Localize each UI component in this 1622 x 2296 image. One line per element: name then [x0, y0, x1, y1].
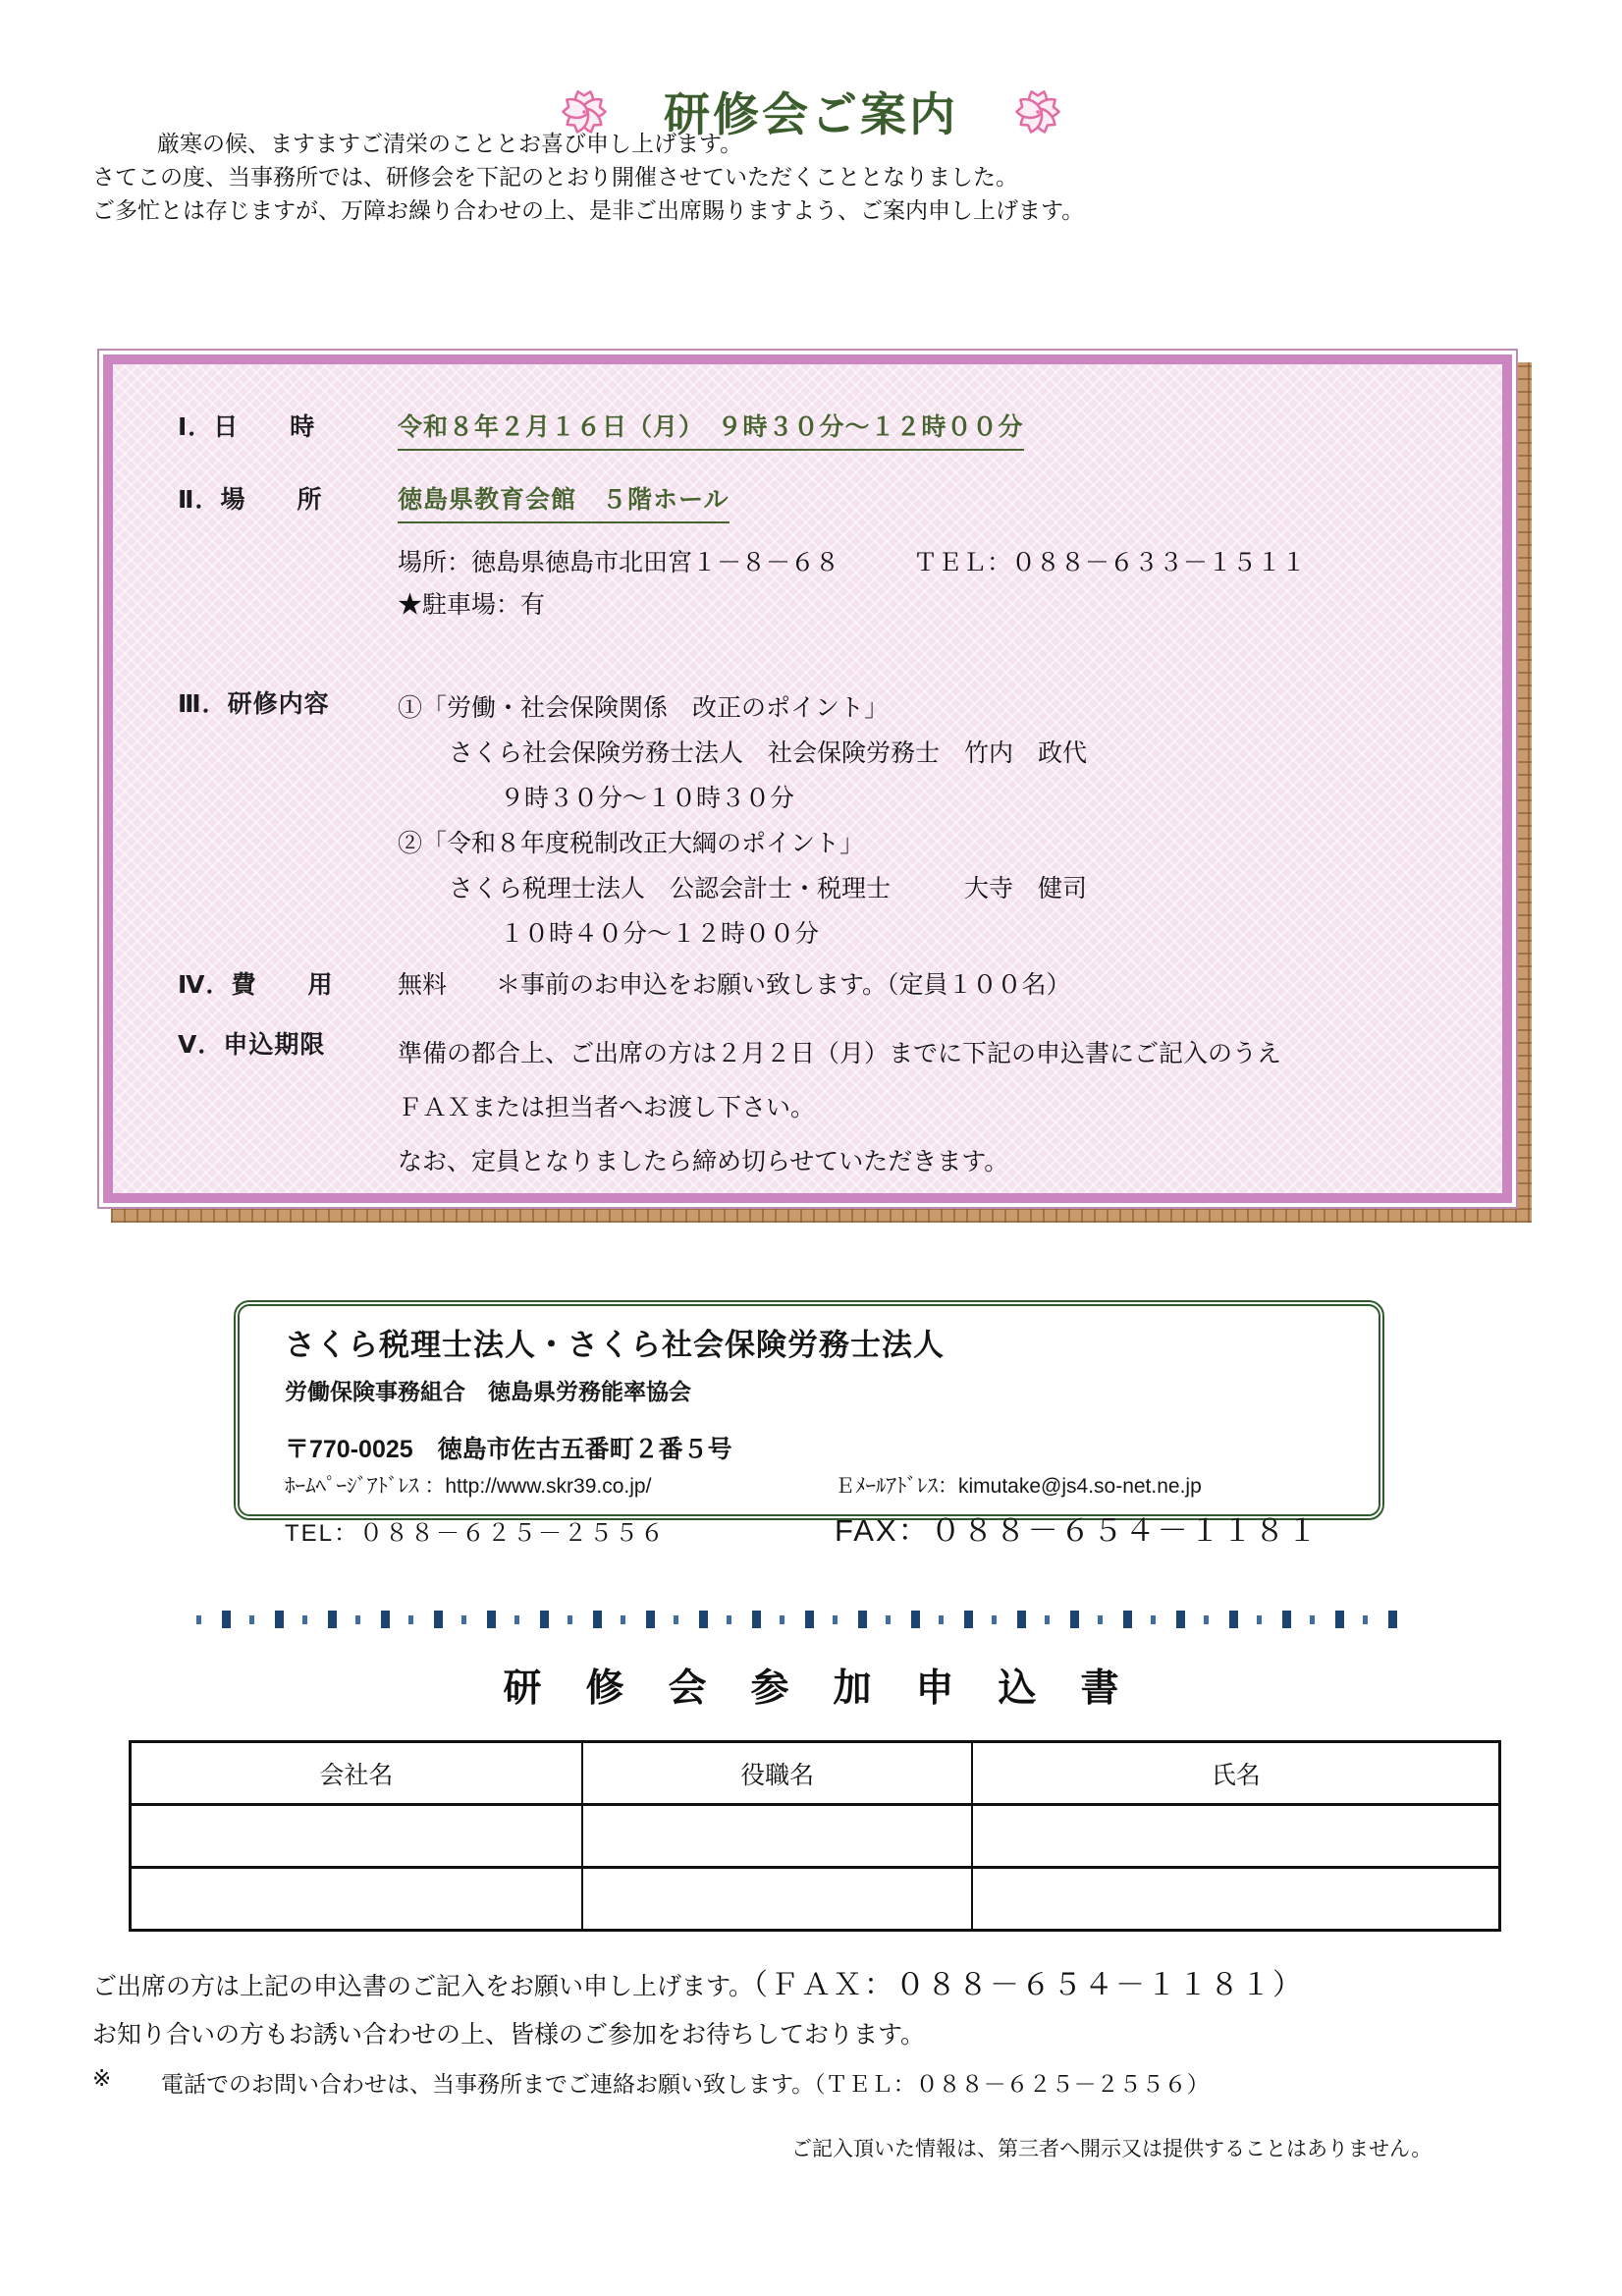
session2-time: １０時４０分～１２時００分	[500, 921, 820, 948]
office-phone-row	[285, 1505, 1359, 1550]
office-name: さくら税理士法人・さくら社会保険労務士法人	[285, 1328, 945, 1362]
page-title: 研修会ご案内	[664, 90, 958, 141]
office-email: Ｅﾒｰﾙｱﾄﾞﾚｽ：kimutake@js4.so-net.ne.jp	[835, 1475, 1202, 1498]
session2-title: ②「令和８年度税制改正大綱のポイント」	[398, 831, 865, 857]
notice-label: Ⅳ．費 用	[178, 971, 334, 999]
column-header-name: 氏名	[972, 1742, 1499, 1805]
dotted-separator	[196, 1611, 1406, 1628]
application-note-phone	[92, 2066, 1210, 2099]
privacy-note: ご記入頂いた情報は、第三者へ開示又は提供することはありません。	[791, 2137, 1433, 2160]
place-parking-row	[178, 587, 1473, 624]
notice-label: Ⅴ．申込期限	[178, 1031, 326, 1059]
note-text: 電話でのお問い合わせは、当事務所までご連絡お願い致します。（ＴＥＬ：０８８－６２５－２５５６）	[161, 2072, 1210, 2097]
datetime-value: 令和８年２月１６日（月） ９時３０分～１２時００分	[398, 410, 1024, 451]
fee-value: 無料 ＊事前のお申込をお願い致します。（定員１００名）	[398, 972, 1071, 999]
greeting-line: 厳寒の候、ますますご清栄のこととお喜び申し上げます。	[157, 132, 743, 156]
office-address: 〒770-0025 徳島市佐古五番町２番５号	[285, 1436, 732, 1463]
office-web-row	[285, 1470, 1359, 1500]
session1-time: ９時３０分～１０時３０分	[500, 786, 795, 812]
deadline-line: 準備の都合上、ご出席の方は２月２日（月）までに下記の申込書にご記入のうえ	[398, 1041, 1282, 1067]
column-header-company: 会社名	[131, 1742, 582, 1805]
place-parking: ★駐車場：有	[398, 592, 546, 619]
greeting-line: さてこの度、当事務所では、研修会を下記のとおり開催させていただくこととなりました。	[92, 165, 1018, 190]
greeting-paragraph	[92, 128, 1526, 228]
name-cell	[972, 1805, 1499, 1868]
office-tel: TEL：０８８－６２５－２５５６	[285, 1520, 667, 1547]
column-header-position: 役職名	[582, 1742, 973, 1805]
position-cell	[582, 1805, 973, 1868]
office-info-box	[234, 1300, 1384, 1548]
session1-speaker: さくら社会保険労務士法人 社会保険労務士 竹内 政代	[449, 740, 1088, 767]
notice-item-place	[178, 482, 1473, 523]
notice-item-datetime	[178, 410, 1473, 451]
application-table	[129, 1740, 1501, 1932]
session2-speaker: さくら税理士法人 公認会計士・税理士 大寺 健司	[449, 876, 1088, 902]
position-cell	[582, 1868, 973, 1931]
notice-label: Ⅲ．研修内容	[178, 690, 330, 718]
deadline-line: ＦＡＸまたは担当者へお渡し下さい。	[398, 1095, 816, 1121]
notice-item-deadline	[178, 1027, 1473, 1189]
table-row	[131, 1868, 1500, 1931]
fax-number: （ＦＡＸ：０８８－６５４－１１８１）	[753, 1969, 1305, 2001]
office-fax: FAX：０８８－６５４－１１８１	[835, 1513, 1320, 1548]
notice-box-content	[103, 355, 1512, 1203]
place-address: 場所：徳島県徳島市北田宮１－８－６８ ＴＥＬ：０８８－６３３－１５１１	[398, 550, 1307, 576]
application-form-title: 研修会参加申込書	[503, 1667, 1163, 1710]
company-cell	[131, 1805, 582, 1868]
deadline-line: なお、定員となりましたら締め切らせていただきます。	[398, 1149, 1009, 1175]
notice-box	[97, 349, 1518, 1209]
note-text: ご出席の方は上記の申込書のご記入をお願い申し上げます。	[92, 1974, 754, 2000]
notice-item-contents	[178, 686, 1473, 957]
greeting-line: ご多忙とは存じますが、万障お繰り合わせの上、是非ご出席賜りますよう、ご案内申し上げます。	[92, 198, 1085, 223]
office-association: 労働保険事務組合 徳島県労務能率協会	[285, 1379, 691, 1404]
place-value: 徳島県教育会館 ５階ホール	[398, 482, 730, 523]
notice-item-fee	[178, 967, 1473, 1004]
office-homepage: ﾎｰﾑﾍﾟｰｼﾞｱﾄﾞﾚｽ ：http://www.skr39.co.jp/	[285, 1475, 652, 1498]
company-cell	[131, 1868, 582, 1931]
application-note-invite: お知り合いの方もお誘い合わせの上、皆様のご参加をお待ちしております。	[92, 2022, 926, 2049]
table-row	[131, 1805, 1500, 1868]
place-address-row	[178, 545, 1473, 581]
name-cell	[972, 1868, 1499, 1931]
table-header-row	[131, 1742, 1500, 1805]
reference-mark: ※	[92, 2066, 112, 2091]
application-note-fax	[92, 1960, 1304, 2003]
notice-label: Ⅱ．場 所	[178, 486, 323, 514]
session1-title: ①「労働・社会保険関係 改正のポイント」	[398, 695, 890, 722]
notice-label: Ⅰ．日 時	[178, 413, 316, 441]
